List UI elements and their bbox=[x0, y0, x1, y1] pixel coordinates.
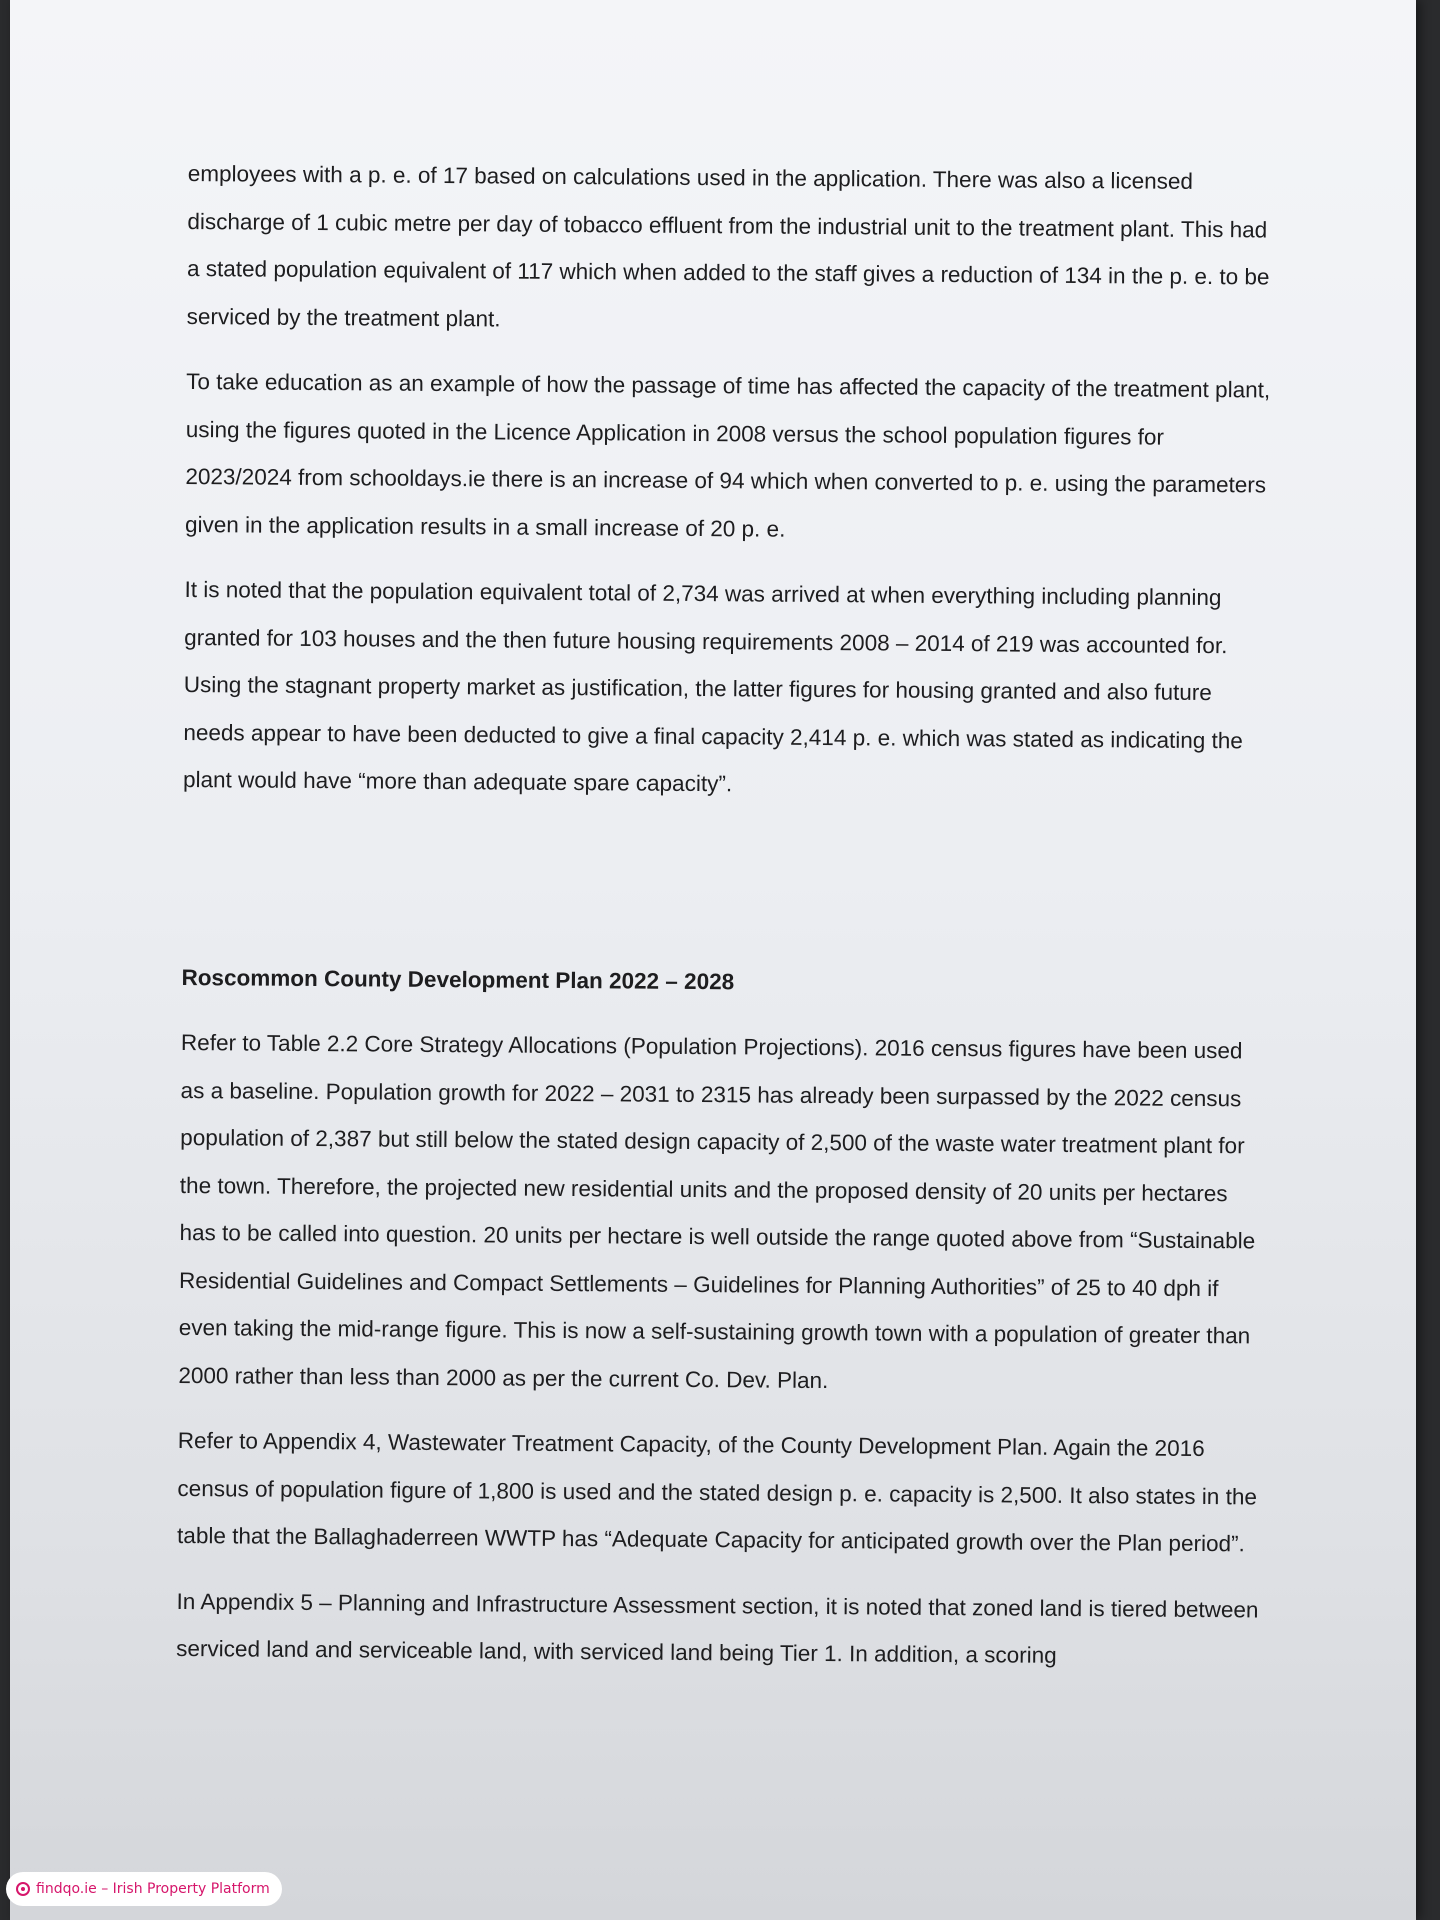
paragraph-appendix-4: Refer to Appendix 4, Wastewater Treatment Capacity, of the County Development Plan. Again the 2016 census of population figure of 1,800 is used and the stated design p. e. capacity is 2,500. It also states in the table that the Ballaghaderreen WWTP has “Adequate Capacity for anticipated growth over the Plan period”. bbox=[177, 1427, 1258, 1557]
page-body bbox=[176, 150, 1278, 1699]
paragraph-population-equivalent: It is noted that the population equivalent total of 2,734 was arrived at when everything including planning granted for 103 houses and the then future housing requirements 2008 – 2014 of 219 was accounted for. Using the stagnant property market as justification, the latter figures for housing granted and also future needs appear to have been deducted to give a final capacity 2,414 p. e. which was stated as indicating the plant would have “more than adequate spare capacity”. bbox=[182, 576, 1243, 797]
paragraph-appendix-5: In Appendix 5 – Planning and Infrastructure Assessment section, it is noted that zoned land is tiered between serviced land and serviceable land, with serviced land being Tier 1. In addition, a scoring bbox=[176, 1588, 1259, 1668]
watermark-text: findqo.ie – Irish Property Platform bbox=[36, 1881, 270, 1897]
findqo-logo-icon bbox=[16, 1882, 30, 1896]
paragraph-education-example: To take education as an example of how the passage of time has affected the capacity of the treatment plant, using the figures quoted in the Licence Application in 2008 versus the school population figures for 2023/2024 from schooldays.ie there is an increase of 94 which when converted to p. e. using the parameters given in the application results in a small increase of 20 p. e. bbox=[184, 368, 1271, 542]
paragraph-p-e-reduction: employees with a p. e. of 17 based on calculations used in the application. There was also a licensed discharge of 1 cubic metre per day of tobacco effluent from the industrial unit to the treatment plant. This had a stated population equivalent of 117 which when added to the staff gives a reduction of 134 in the p. e. to be serviced by the treatment plant. bbox=[186, 160, 1270, 331]
watermark-badge[interactable] bbox=[6, 1872, 282, 1906]
paragraph-core-strategy: Refer to Table 2.2 Core Strategy Allocations (Population Projections). 2016 census figures have been used as a baseline. Population growth for 2022 – 2031 to 2315 has already been surpassed by the 2022 census population of 2,387 but still below the stated design capacity of 2,500 of the waste water treatment plant for the town. Therefore, the projected new residential units and the proposed density of 20 units per hectares has to be called into question. 20 units per hectare is well outside the range quoted above from “Sustainable Residential Guidelines and Compact Settlements – Guidelines for Planning Authorities” of 25 to 40 dph if even taking the mid-range figure. This is now a self-sustaining growth town with a population of greater than 2000 rather than less than 2000 as per the current Co. Dev. Plan. bbox=[178, 1029, 1256, 1393]
document-page bbox=[10, 0, 1416, 1920]
section-heading: Roscommon County Development Plan 2022 – 2028 bbox=[181, 964, 735, 994]
